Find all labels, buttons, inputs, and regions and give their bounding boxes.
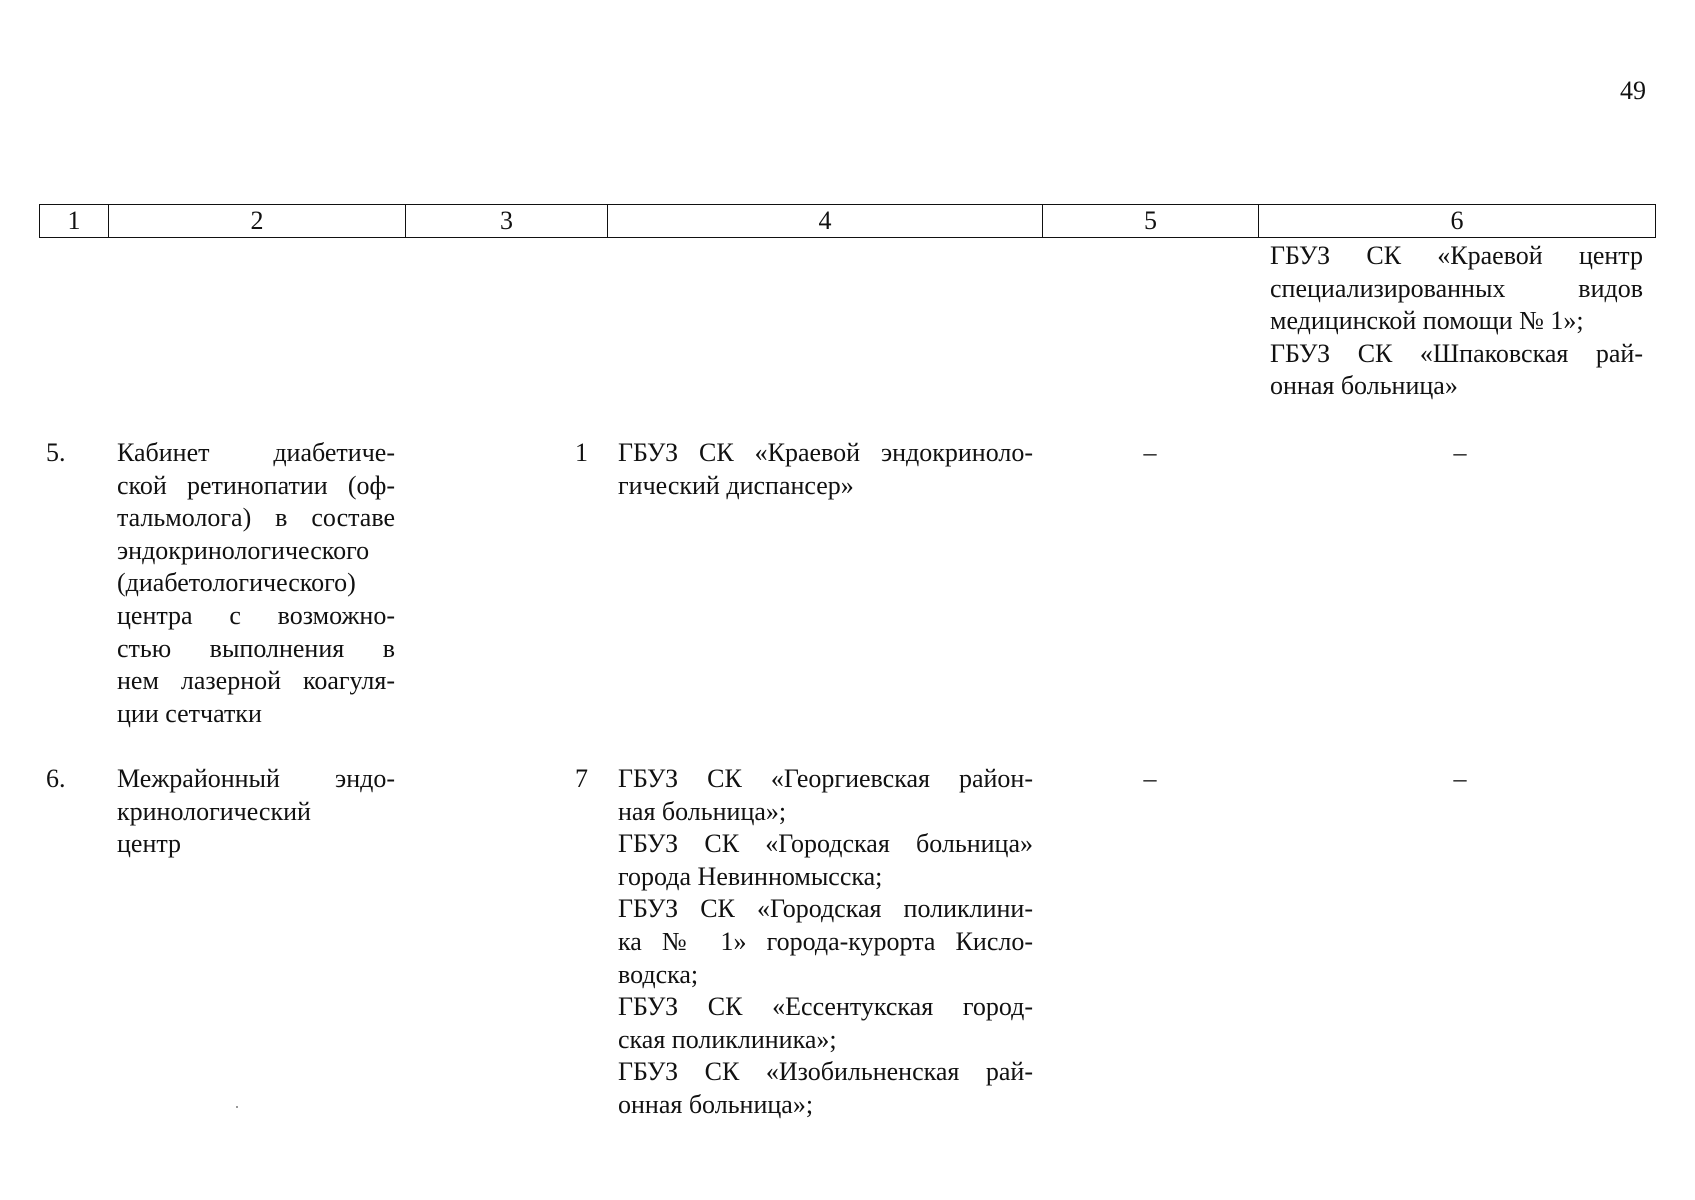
row-institutions <box>618 437 1033 502</box>
text-line: стью выполнения в <box>117 633 395 663</box>
row-name <box>117 437 395 730</box>
text-line: ГБУЗ СК «Шпаковская рай- <box>1270 338 1643 368</box>
text-line: ГБУЗ СК «Ессентукская город- <box>618 992 1033 1022</box>
continuation-col6 <box>1270 240 1643 403</box>
text-line: ции сетчатки <box>117 698 262 728</box>
text-line: ская поликлиника»; <box>618 1024 837 1054</box>
text-line: ГБУЗ СК «Георгиевская район- <box>618 764 1033 793</box>
row-col6: – <box>1453 764 1467 793</box>
text-line: тальмолога) в составе <box>117 503 395 533</box>
text-line: ской ретинопатии (оф- <box>117 470 395 500</box>
header-col-6: 6 <box>1259 205 1656 238</box>
text-line: эндокринологического <box>117 535 370 565</box>
text-line: Межрайонный эндо- <box>117 764 395 793</box>
text-line: ка № 1» города-курорта Кисло- <box>618 926 1033 956</box>
text-line: кринологический <box>117 796 311 826</box>
text-line: онная больница»; <box>618 1089 814 1119</box>
text-line: нем лазерной коагуля- <box>117 666 395 696</box>
text-line: города Невинномысска; <box>618 861 883 891</box>
text-line: онная больница» <box>1270 371 1458 401</box>
text-line: центр <box>117 829 182 859</box>
row-col5: – <box>1143 438 1157 467</box>
page-number: 49 <box>1620 76 1646 105</box>
row-number: 5. <box>46 438 66 467</box>
row-name <box>117 763 395 861</box>
text-line: Кабинет диабетиче- <box>117 438 395 467</box>
text-line: ГБУЗ СК «Изобильненская рай- <box>618 1057 1033 1087</box>
text-line: ГБУЗ СК «Городская больница» <box>618 829 1033 859</box>
row-col5: – <box>1143 764 1157 793</box>
header-col-1: 1 <box>40 205 109 238</box>
text-line: ная больница»; <box>618 796 787 826</box>
row-col6: – <box>1453 438 1467 467</box>
scan-speck <box>236 1106 238 1108</box>
text-line: ГБУЗ СК «Краевой эндокриноло- <box>618 438 1033 467</box>
header-col-2: 2 <box>109 205 406 238</box>
row-number: 6. <box>46 764 66 793</box>
text-line: ГБУЗ СК «Краевой центр <box>1270 241 1643 270</box>
table-header <box>39 204 1656 238</box>
text-line: медицинской помощи № 1»; <box>1270 306 1584 336</box>
text-line: водска; <box>618 959 699 989</box>
header-col-5: 5 <box>1043 205 1259 238</box>
text-line: специализированных видов <box>1270 273 1643 303</box>
header-col-4: 4 <box>608 205 1043 238</box>
text-line: (диабетологического) <box>117 568 356 598</box>
row-institutions <box>618 763 1033 1122</box>
header-col-3: 3 <box>406 205 608 238</box>
row-count: 1 <box>575 438 588 467</box>
text-line: центра с возможно- <box>117 600 395 630</box>
text-line: гический диспансер» <box>618 470 854 500</box>
row-count: 7 <box>575 764 588 793</box>
header-row <box>40 205 1656 238</box>
text-line: ГБУЗ СК «Городская поликлини- <box>618 894 1033 924</box>
